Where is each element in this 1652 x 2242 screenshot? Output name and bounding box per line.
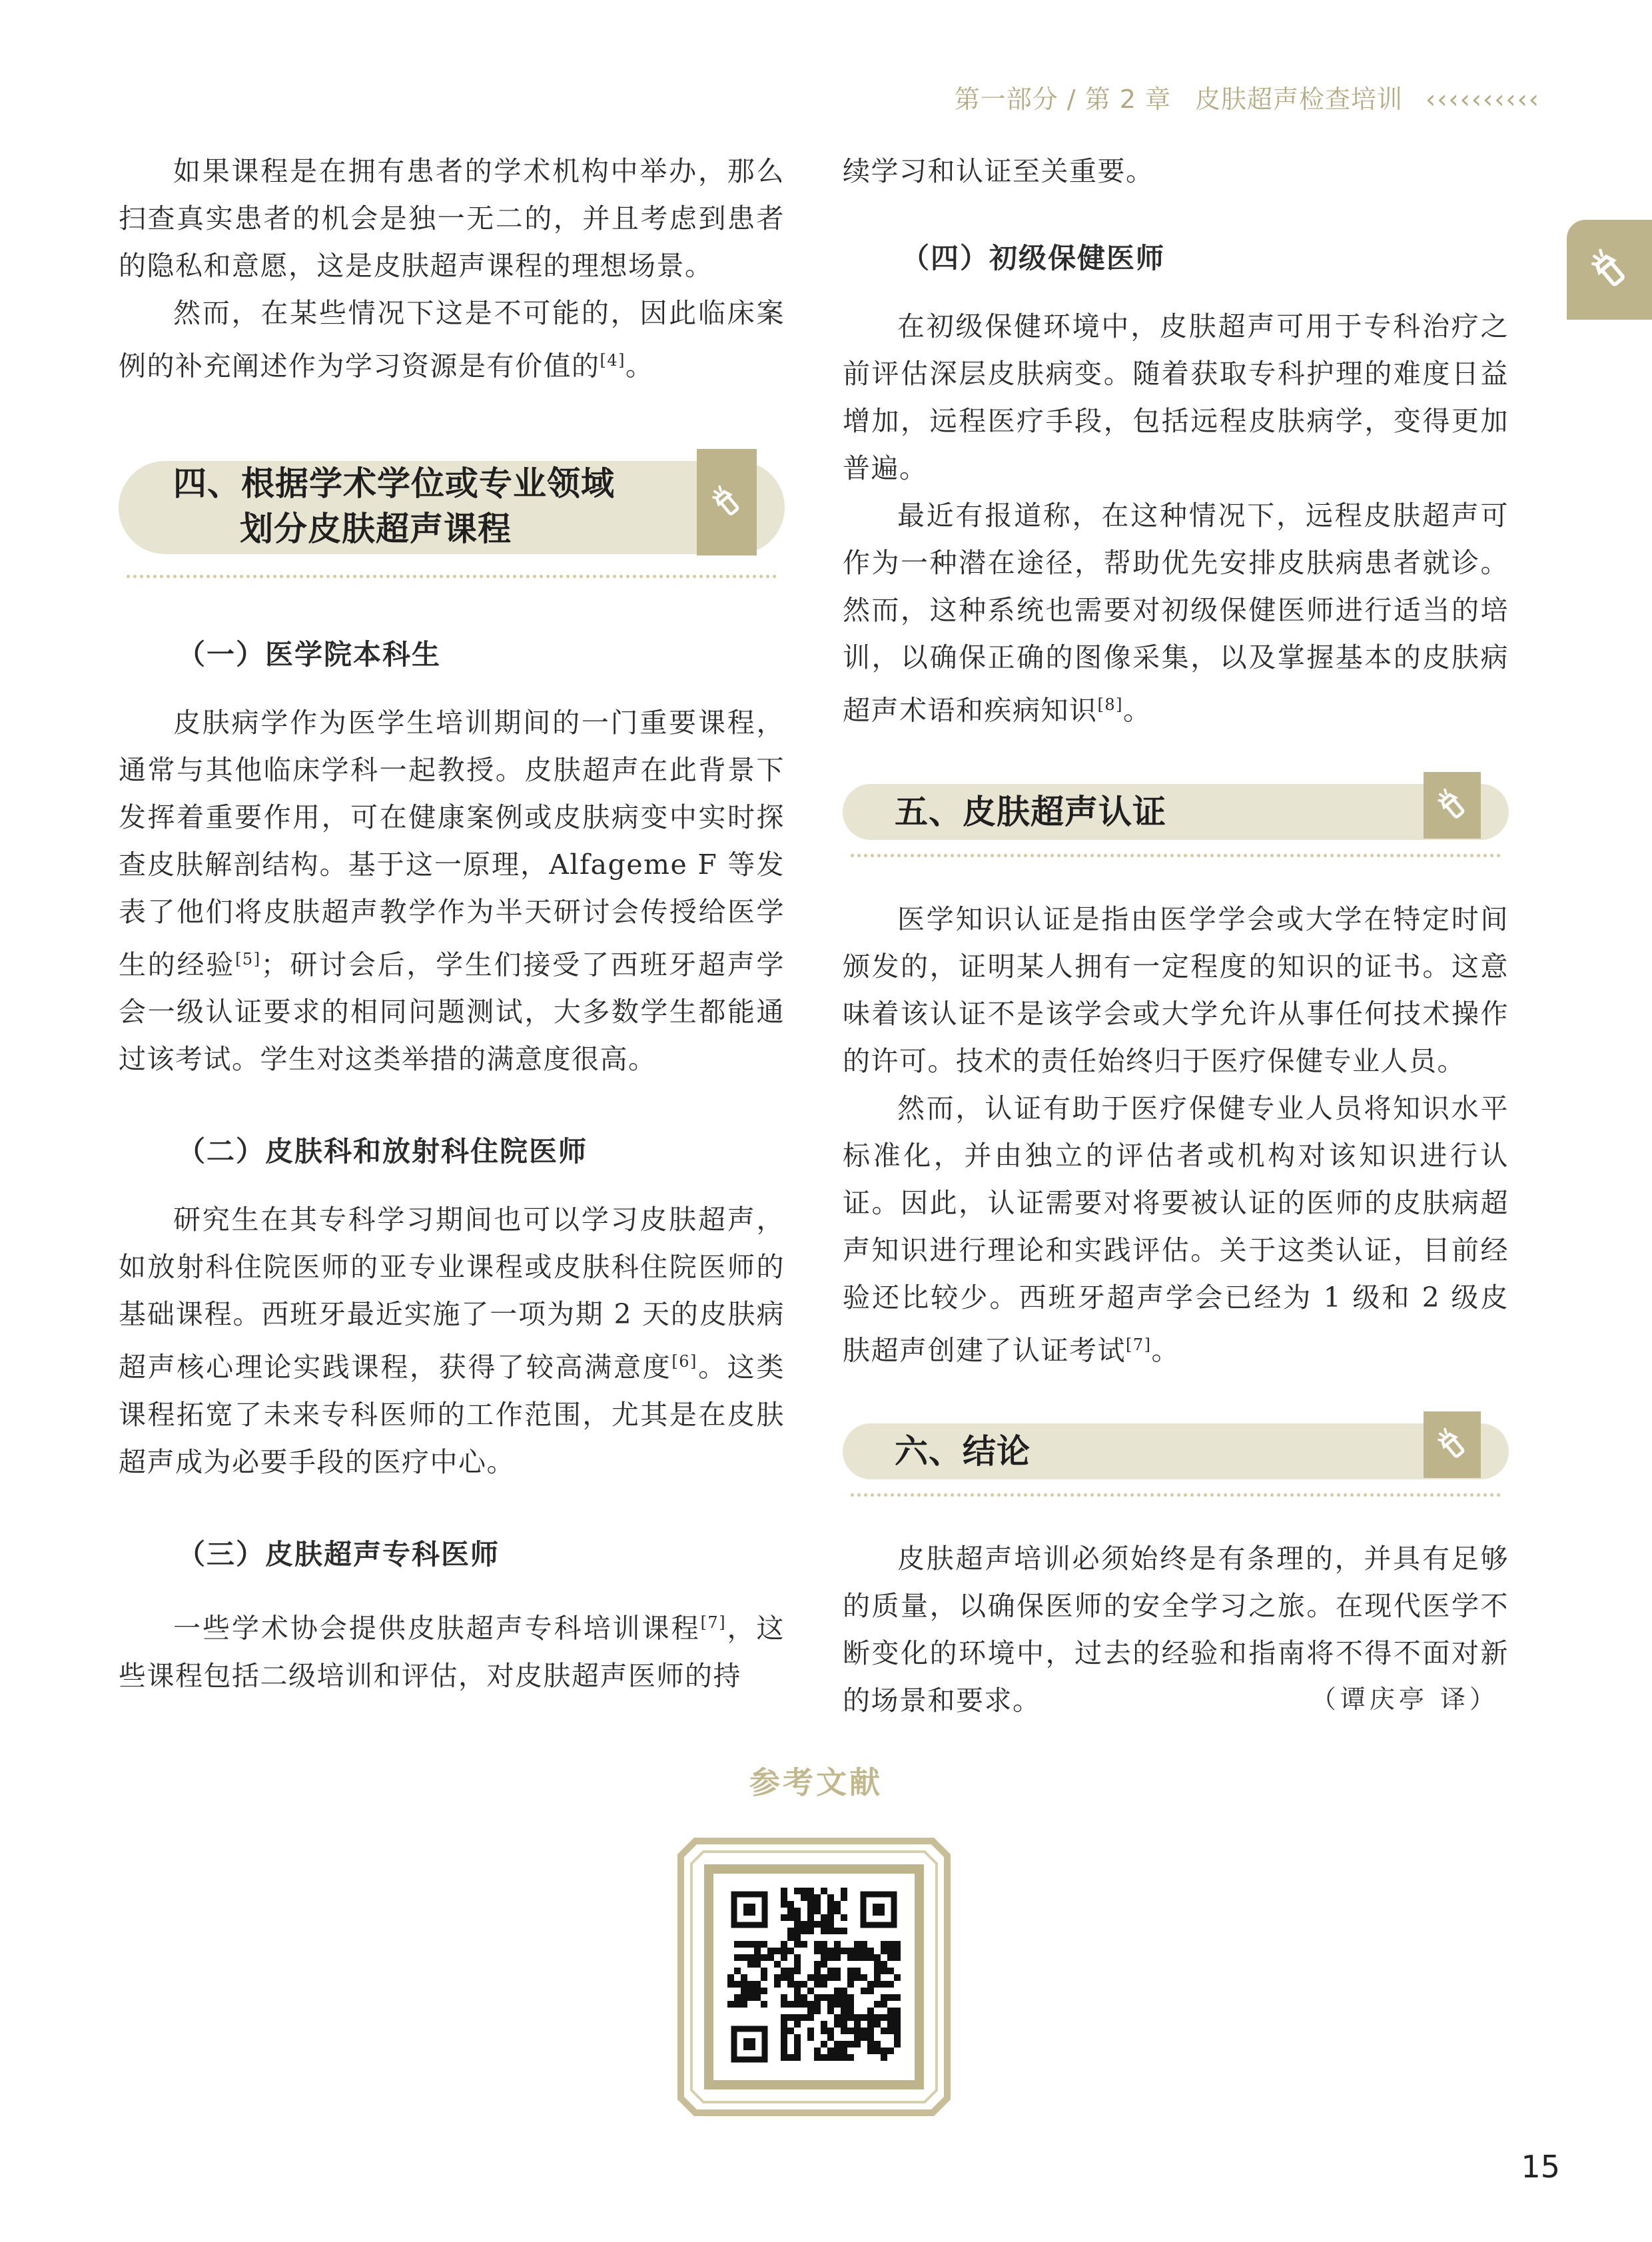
chapter-title: 皮肤超声检查培训	[1195, 85, 1404, 114]
section-heading-6	[843, 1411, 1509, 1489]
citation: [6]	[671, 1352, 697, 1371]
subheading: （二）皮肤科和放射科住院医师	[177, 1135, 588, 1168]
part-chapter-label: 第一部分 / 第 2 章	[954, 85, 1172, 114]
paragraph-text: 研究生在其专科学习期间也可以学习皮肤超声，如放射科住院医师的亚专业课程或皮肤科住院医师的基础课程。西班牙最近实施了一项为期 2 天的皮肤病超声核心理论实践课程，获得了较高满意度	[119, 1204, 785, 1383]
paragraph-end: 。	[625, 350, 654, 382]
section-icon-box	[1424, 772, 1481, 839]
paragraph-text: 然而，认证有助于医疗保健专业人员将知识水平标准化，并由独立的评估者或机构对该知识进行认证。因此，认证需要对将要被认证的医师的皮肤病超声知识进行理论和实践评估。关于这类认证，目前经验还比较少。西班牙超声学会已经为 1 级和 2 级皮肤超声创建了认证考试	[843, 1092, 1509, 1367]
subheading: （一）医学院本科生	[177, 637, 442, 671]
flashlight-icon	[1433, 786, 1471, 825]
flashlight-icon	[1433, 1425, 1471, 1464]
paragraph-text: 最近有报道称，在这种情况下，远程皮肤超声可作为一种潜在途径，帮助优先安排皮肤病患者就诊。然而，这种系统也需要对初级保健医师进行适当的培训，以确保正确的图像采集，以及掌握基本的皮肤病超声术语和疾病知识	[843, 500, 1509, 727]
flashlight-icon	[707, 483, 746, 522]
paragraph-text: 皮肤病学作为医学生培训期间的一门重要课程，通常与其他临床学科一起教授。皮肤超声在此背景下发挥着重要作用，可在健康案例或皮肤病变中实时探查皮肤解剖结构。基于这一原理，Alfageme F 等发表了他们将皮肤超声教学作为半天研讨会传授给医学生的经验	[119, 706, 785, 981]
paragraph	[119, 699, 785, 1084]
section-icon-box	[1424, 1411, 1481, 1478]
section-icon-box	[697, 449, 757, 556]
paragraph	[843, 1085, 1509, 1375]
dotted-divider	[851, 854, 1501, 857]
paragraph	[843, 492, 1509, 735]
paragraph-text: 一些学术协会提供皮肤超声专科培训课程	[173, 1612, 701, 1645]
citation: [7]	[700, 1613, 727, 1632]
translator-credit: （谭庆亭 译）	[1310, 1684, 1499, 1714]
paragraph: 医学知识认证是指由医学学会或大学在特定时间颁发的，证明某人拥有一定程度的知识的证书。这意味着该认证不是该学会或大学允许从事任何技术操作的许可。技术的责任始终归于医疗保健专业人员。	[843, 903, 1509, 1077]
section-title-line1: 四、根据学术学位或专业领域	[173, 464, 615, 503]
citation: [8]	[1097, 695, 1123, 714]
paragraph	[119, 290, 785, 390]
section-title: 六、结论	[895, 1432, 1031, 1471]
subheading: （三）皮肤超声专科医师	[177, 1537, 500, 1571]
paragraph: 如果课程是在拥有患者的学术机构中举办，那么扫查真实患者的机会是独一无二的，并且考虑到患者的隐私和意愿，这是皮肤超声课程的理想场景。	[119, 155, 785, 282]
left-column	[119, 148, 785, 1700]
references-title: 参考文献	[749, 1764, 883, 1800]
section-title: 五、皮肤超声认证	[895, 792, 1166, 831]
citation: [5]	[235, 949, 261, 968]
flashlight-icon	[1585, 246, 1633, 294]
paragraph	[119, 1599, 785, 1700]
citation: [7]	[1126, 1335, 1152, 1354]
section-heading-4	[119, 449, 785, 569]
right-column	[843, 148, 1509, 1724]
paragraph	[119, 1196, 785, 1486]
paragraph: 皮肤超声培训必须始终是有条理的，并具有足够的质量，以确保医师的安全学习之旅。在现代医学不断变化的环境中，过去的经验和指南将不得不面对新的场景和要求。	[843, 1543, 1509, 1717]
page-number: 15	[1521, 2149, 1560, 2185]
paragraph-text: 。	[1123, 694, 1152, 727]
paragraph-text: 然而，在某些情况下这是不可能的，因此临床案例的补充阐述作为学习资源是有价值的	[119, 297, 785, 382]
section-title-line2: 划分皮肤超声课程	[240, 509, 512, 548]
paragraph-text: 。这类课程拓宽了未来专科医师的工作范围，尤其是在皮肤超声成为必要手段的医疗中心。	[119, 1351, 785, 1478]
paragraph-text: ，这些课程包括二级培训和评估，对皮肤超声医师的持	[119, 1612, 785, 1692]
citation: [4]	[600, 351, 625, 370]
side-tab	[1567, 220, 1652, 320]
dotted-divider	[851, 1493, 1501, 1497]
section-heading-5	[843, 772, 1509, 849]
section-title	[173, 461, 615, 552]
arrows-decoration: ‹‹‹‹‹‹‹‹‹‹	[1426, 85, 1540, 114]
dotted-divider	[127, 575, 777, 578]
paragraph-continuation: 续学习和认证至关重要。	[843, 155, 1154, 187]
qr-code[interactable]	[677, 1837, 951, 2117]
subheading: （四）初级保健医师	[901, 242, 1166, 274]
paragraph-text: 。	[1151, 1334, 1180, 1367]
running-head	[955, 79, 1540, 115]
paragraph: 在初级保健环境中，皮肤超声可用于专科治疗之前评估深层皮肤病变。随着获取专科护理的难度日益增加，远程医疗手段，包括远程皮肤病学，变得更加普遍。	[843, 310, 1509, 484]
paragraph-text: ；研讨会后，学生们接受了西班牙超声学会一级认证要求的相同问题测试，大多数学生都能通过该考试。学生对这类举措的满意度很高。	[119, 948, 785, 1076]
